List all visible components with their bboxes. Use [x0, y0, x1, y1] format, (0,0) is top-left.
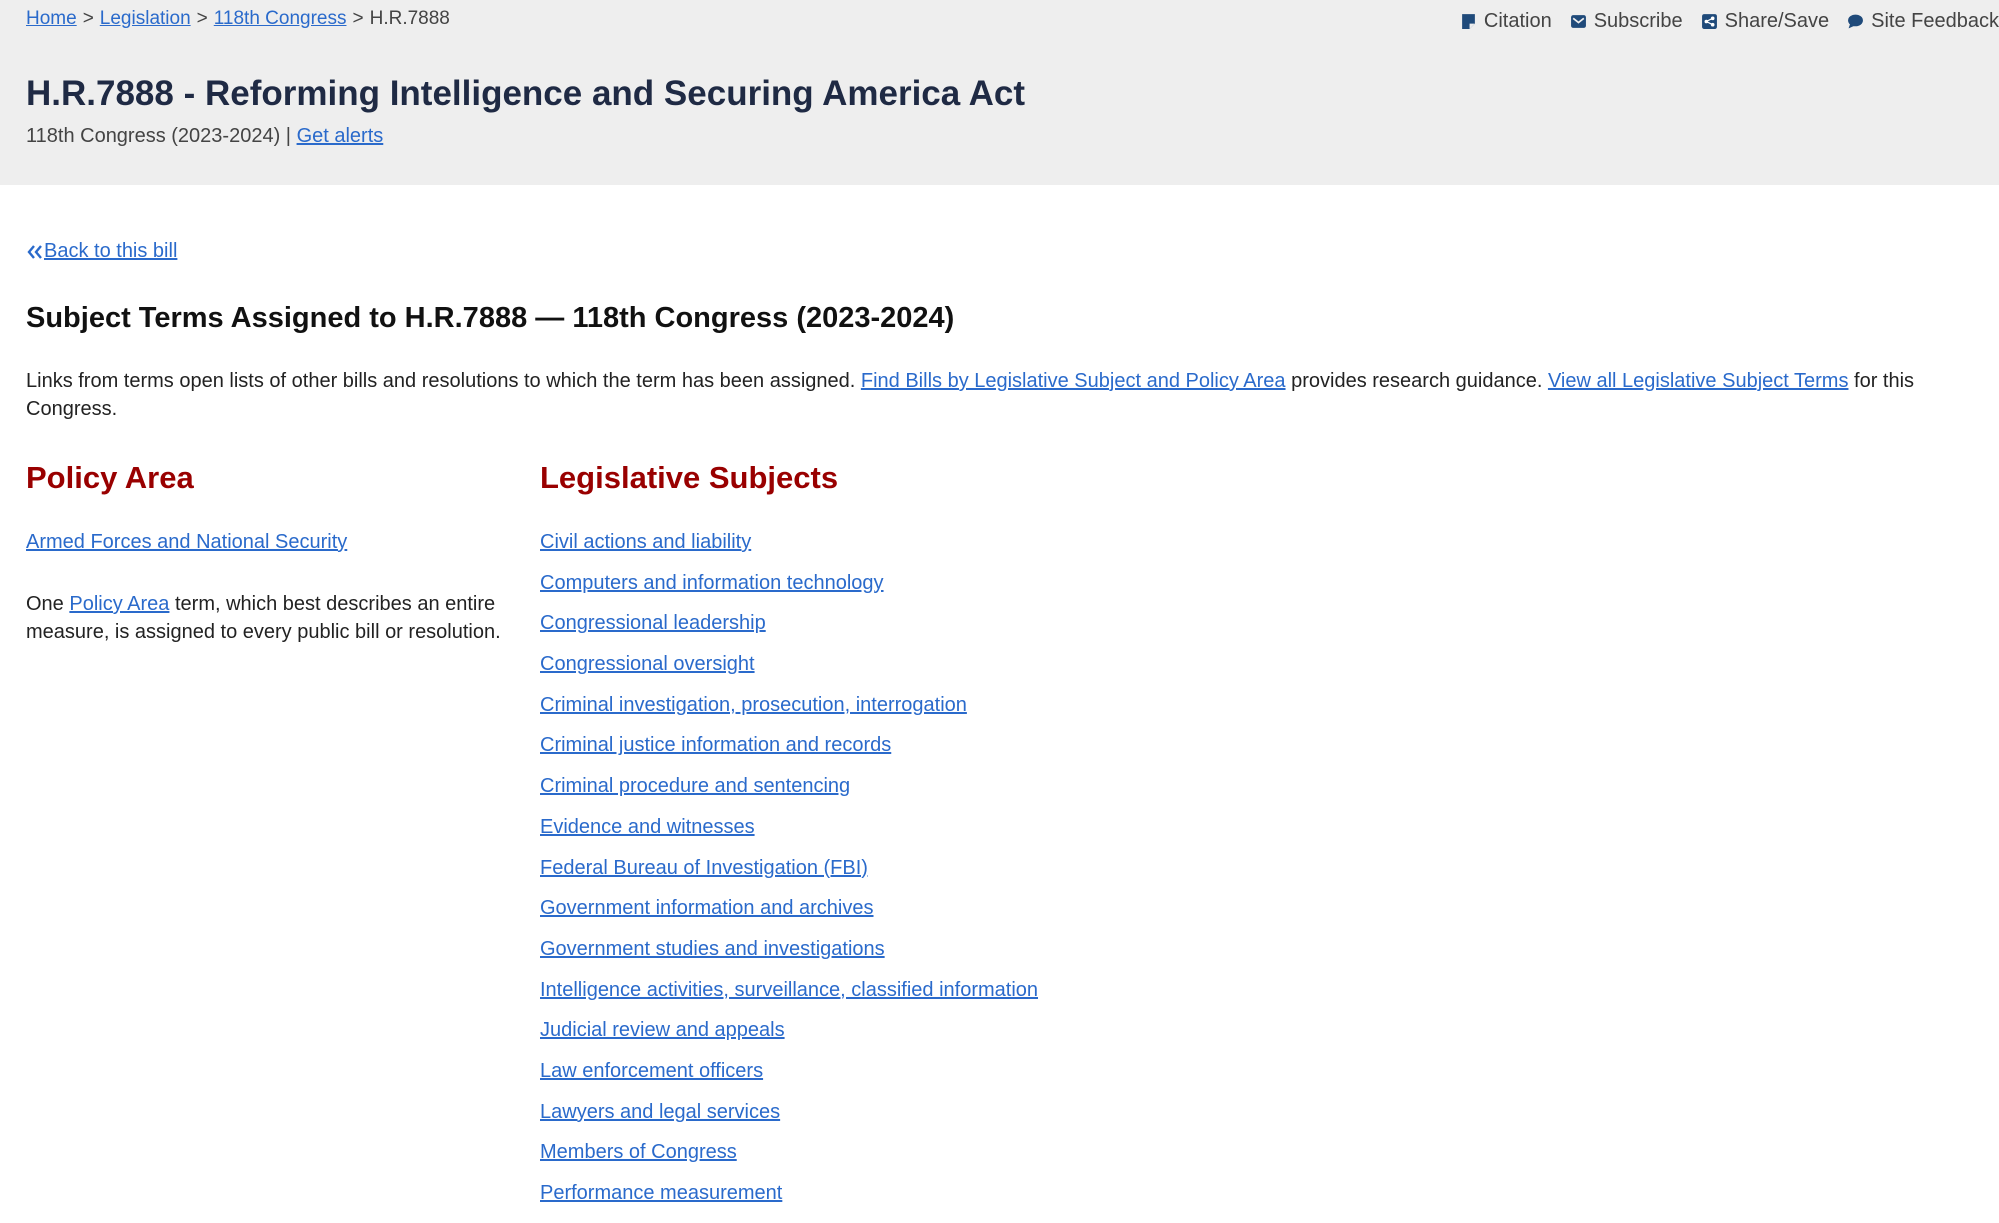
policy-note-1: One	[26, 593, 64, 615]
intro-text	[26, 367, 1996, 423]
subject-list	[540, 531, 1038, 1223]
list-item	[540, 572, 1038, 613]
list-item	[540, 531, 1038, 572]
subject-link[interactable]: Government information and archives	[540, 897, 874, 920]
subject-link[interactable]: Members of Congress	[540, 1141, 737, 1164]
get-alerts-link[interactable]: Get alerts	[296, 125, 384, 147]
list-item	[540, 816, 1038, 857]
breadcrumb-current: H.R.7888	[369, 8, 450, 29]
find-bills-link[interactable]: Find Bills by Legislative Subject and Policy Area	[860, 370, 1286, 392]
subject-link[interactable]: Civil actions and liability	[540, 531, 752, 553]
page-tools	[1442, 10, 1999, 33]
list-item	[540, 653, 1038, 694]
list-item	[540, 612, 1038, 653]
citation-button[interactable]	[1460, 10, 1552, 33]
speech-bubble-icon	[1847, 13, 1864, 30]
list-item	[540, 979, 1038, 1020]
page-title: H.R.7888 - Reforming Intelligence and Securing America Act	[26, 74, 1026, 113]
subject-link[interactable]: Criminal procedure and sentencing	[540, 775, 851, 798]
subject-link[interactable]: Judicial review and appeals	[540, 1019, 785, 1042]
site-feedback-button[interactable]	[1847, 10, 1999, 33]
envelope-icon	[1570, 13, 1587, 30]
breadcrumb-separator: >	[82, 8, 94, 29]
intro-text-2: provides research guidance.	[1291, 370, 1543, 392]
subject-link[interactable]: Evidence and witnesses	[540, 815, 755, 838]
list-item	[540, 897, 1038, 938]
share-save-button[interactable]	[1701, 10, 1830, 33]
citation-label: Citation	[1483, 10, 1552, 32]
subject-link[interactable]: Law enforcement officers	[540, 1059, 764, 1082]
subject-link[interactable]: Congressional leadership	[540, 612, 766, 635]
legislative-subjects-heading: Legislative Subjects	[540, 460, 839, 495]
back-to-bill	[26, 240, 177, 266]
subscribe-button[interactable]	[1570, 10, 1683, 33]
subject-link[interactable]: Government studies and investigations	[540, 937, 885, 960]
policy-area-heading: Policy Area	[26, 460, 194, 495]
policy-area-link[interactable]: Policy Area	[69, 593, 170, 615]
site-feedback-label: Site Feedback	[1871, 10, 1999, 32]
back-to-bill-label: Back to this bill	[44, 240, 178, 262]
policy-note-2: term, which best describes an entire measure, is assigned to every public bill or resolution.	[26, 593, 501, 643]
subject-terms-heading: Subject Terms Assigned to H.R.7888 — 118th Congress (2023-2024)	[26, 302, 955, 334]
citation-icon	[1460, 13, 1477, 30]
subject-link[interactable]: Computers and information technology	[540, 571, 884, 594]
view-all-subjects-link[interactable]: View all Legislative Subject Terms	[1547, 370, 1849, 392]
list-item	[540, 1060, 1038, 1101]
breadcrumb	[26, 8, 450, 30]
list-item	[540, 694, 1038, 735]
back-to-bill-link[interactable]	[26, 240, 177, 263]
share-icon	[1701, 13, 1718, 30]
list-item	[540, 1141, 1038, 1182]
double-chevron-left-icon	[26, 244, 44, 260]
policy-area-term[interactable]: Armed Forces and National Security	[26, 531, 348, 553]
list-item	[540, 857, 1038, 898]
breadcrumb-separator: >	[196, 8, 208, 29]
subject-link[interactable]: Criminal investigation, prosecution, interrogation	[540, 693, 967, 716]
intro-text-3: for this Congress.	[26, 370, 1915, 420]
subject-link[interactable]: Federal Bureau of Investigation (FBI)	[540, 856, 868, 879]
breadcrumb-congress[interactable]: 118th Congress	[213, 8, 347, 29]
breadcrumb-legislation[interactable]: Legislation	[99, 8, 191, 29]
list-item	[540, 1101, 1038, 1142]
policy-area-note	[26, 590, 506, 646]
subject-link[interactable]: Intelligence activities, surveillance, classified information	[540, 978, 1039, 1001]
legislative-subjects-section	[540, 460, 1038, 1223]
list-item	[540, 938, 1038, 979]
subject-link[interactable]: Performance measurement	[540, 1182, 783, 1204]
list-item	[540, 1182, 1038, 1223]
congress-label: 118th Congress (2023-2024) |	[26, 125, 291, 147]
subject-link[interactable]: Criminal justice information and records	[540, 734, 892, 757]
list-item	[540, 775, 1038, 816]
breadcrumb-separator: >	[352, 8, 364, 29]
share-save-label: Share/Save	[1724, 10, 1830, 32]
list-item	[540, 1019, 1038, 1060]
bill-subtitle	[26, 125, 383, 148]
breadcrumb-home[interactable]: Home	[26, 8, 77, 29]
subject-link[interactable]: Congressional oversight	[540, 653, 755, 676]
list-item	[540, 734, 1038, 775]
intro-text-1: Links from terms open lists of other bills and resolutions to which the term has been assigned.	[26, 370, 856, 392]
policy-area-section	[26, 460, 506, 646]
subject-link[interactable]: Lawyers and legal services	[540, 1100, 781, 1123]
page-header	[0, 0, 1999, 185]
subscribe-label: Subscribe	[1593, 10, 1683, 32]
